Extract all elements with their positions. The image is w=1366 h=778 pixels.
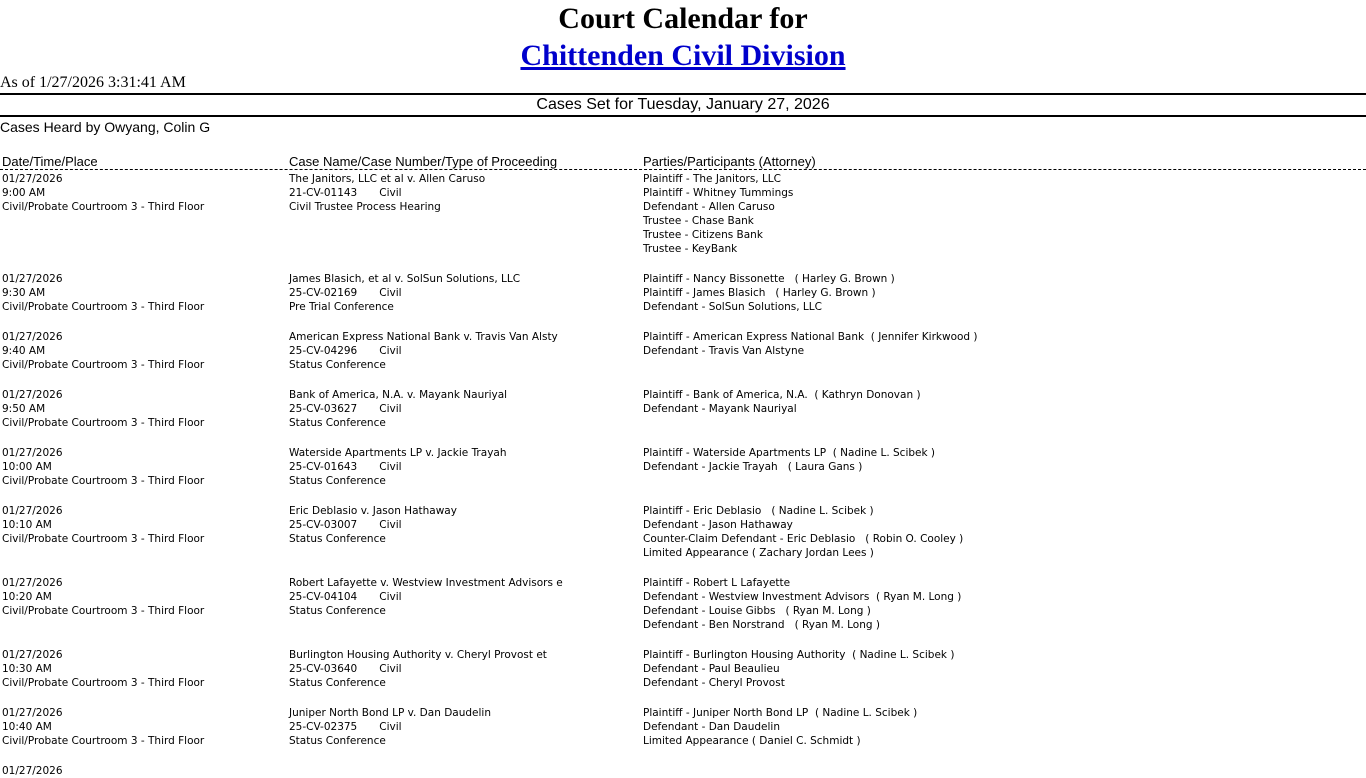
case-name: James Blasich, et al v. SolSun Solutions, LLC [289,273,521,285]
party-line: Plaintiff - American Express National Bank ( Jennifer Kirkwood ) [643,331,978,343]
case-proceeding: Status Conference [289,533,386,545]
case-number: 25-CV-04296 [289,345,358,357]
party-line: Trustee - Citizens Bank [643,229,763,241]
party-line: Limited Appearance ( Daniel C. Schmidt ) [643,735,861,747]
party-line: Defendant - SolSun Solutions, LLC [643,301,822,313]
case-name: The Janitors, LLC et al v. Allen Caruso [289,173,486,185]
case-number: 25-CV-03627 [289,403,358,415]
party-line: Defendant - Westview Investment Advisors ( Ryan M. Long ) [643,591,962,603]
cases-heard-by: Cases Heard by Owyang, Colin G [0,119,211,135]
case-date: 01/27/2026 [2,505,63,517]
case-number: 25-CV-03007 [289,519,358,531]
case-info [287,576,641,632]
column-headers [0,154,1366,170]
case-info [287,504,641,560]
case-place: Civil/Probate Courtroom 3 - Third Floor [2,735,205,747]
case-time: 10:30 AM [2,663,52,675]
party-line: Trustee - KeyBank [643,243,738,255]
party-line: Plaintiff - James Blasich ( Harley G. Brown ) [643,287,876,299]
case-proceeding: Status Conference [289,359,386,371]
case-type: Civil [379,721,402,733]
case-date-time-place [0,172,287,256]
case-type: Civil [379,345,402,357]
case-parties [641,446,1366,488]
case-name: Juniper North Bond LP v. Dan Daudelin [289,707,491,719]
case-number: 25-CV-03640 [289,663,358,675]
as-of-timestamp: As of 1/27/2026 3:31:41 AM [0,74,186,91]
case-time: 10:40 AM [2,721,52,733]
case-date-time-place [0,446,287,488]
case-number-type [289,344,641,358]
case-date-time-place [0,272,287,314]
party-line: Plaintiff - The Janitors, LLC [643,173,781,185]
case-date: 01/27/2026 [2,765,63,777]
party-line: Defendant - Paul Beaulieu [643,663,780,675]
case-number-type [289,662,641,676]
party-line: Limited Appearance ( Zachary Jordan Lees ) [643,547,874,559]
party-line: Plaintiff - Waterside Apartments LP ( Nadine L. Scibek ) [643,447,935,459]
case-date: 01/27/2026 [2,273,63,285]
case-name: Waterside Apartments LP v. Jackie Trayah [289,447,507,459]
case-number-type [289,764,641,778]
party-line: Defendant - Allen Caruso [643,201,775,213]
column-header-date-time-place: Date/Time/Place [2,154,98,169]
case-time: 9:30 AM [2,287,46,299]
party-line: Defendant - Louise Gibbs ( Ryan M. Long ) [643,605,871,617]
party-line: Defendant - Jason Hathaway [643,519,793,531]
party-line: Plaintiff - Burlington Housing Authority ( Nadine L. Scibek ) [643,649,955,661]
case-parties [641,272,1366,314]
case-parties [641,764,1366,778]
case-row [0,504,1366,560]
case-place: Civil/Probate Courtroom 3 - Third Floor [2,359,205,371]
case-info [287,764,641,778]
case-number-type [289,720,641,734]
case-info [287,648,641,690]
case-number-type [289,402,641,416]
case-place: Civil/Probate Courtroom 3 - Third Floor [2,201,205,213]
case-number: 25-CV-02375 [289,721,358,733]
case-proceeding: Pre Trial Conference [289,301,394,313]
column-header-parties: Parties/Participants (Attorney) [643,154,816,169]
case-date: 01/27/2026 [2,577,63,589]
case-type: Civil [379,519,402,531]
division-link[interactable]: Chittenden Civil Division [520,39,846,72]
case-place: Civil/Probate Courtroom 3 - Third Floor [2,301,205,313]
case-type: Civil [379,591,402,603]
division-title [0,37,1366,74]
party-line: Defendant - Travis Van Alstyne [643,345,805,357]
case-place: Civil/Probate Courtroom 3 - Third Floor [2,605,205,617]
party-line: Trustee - Chase Bank [643,215,754,227]
case-info [287,446,641,488]
case-time: 10:00 AM [2,461,52,473]
case-time: 10:10 AM [2,519,52,531]
case-row [0,648,1366,690]
case-info [287,330,641,372]
case-number-type [289,518,641,532]
party-line: Plaintiff - Bank of America, N.A. ( Kathryn Donovan ) [643,389,921,401]
case-date: 01/27/2026 [2,649,63,661]
case-parties [641,388,1366,430]
case-parties [641,504,1366,560]
case-proceeding: Civil Trustee Process Hearing [289,201,441,213]
case-proceeding: Status Conference [289,605,386,617]
case-date: 01/27/2026 [2,447,63,459]
case-parties [641,172,1366,256]
case-type: Civil [379,287,402,299]
case-date-time-place [0,764,287,778]
case-number-type [289,460,641,474]
case-row [0,706,1366,748]
case-proceeding: Status Conference [289,735,386,747]
party-line: Plaintiff - Eric Deblasio ( Nadine L. Scibek ) [643,505,874,517]
case-number: 25-CV-02169 [289,287,358,299]
party-line: Plaintiff - Nancy Bissonette ( Harley G. Brown ) [643,273,895,285]
case-place: Civil/Probate Courtroom 3 - Third Floor [2,677,205,689]
case-date-time-place [0,576,287,632]
case-row [0,330,1366,372]
case-parties [641,576,1366,632]
party-line: Defendant - Mayank Nauriyal [643,403,797,415]
case-parties [641,706,1366,748]
party-line: Plaintiff - Robert L Lafayette [643,577,791,589]
case-info [287,172,641,256]
party-line: Counter-Claim Defendant - Eric Deblasio ( Robin O. Cooley ) [643,533,964,545]
case-number: 25-CV-04104 [289,591,358,603]
case-number-type [289,186,641,200]
case-proceeding: Status Conference [289,677,386,689]
case-time: 9:50 AM [2,403,46,415]
case-number: 25-CV-01643 [289,461,358,473]
case-type: Civil [379,461,402,473]
case-place: Civil/Probate Courtroom 3 - Third Floor [2,475,205,487]
case-type: Civil [379,663,402,675]
party-line: Defendant - Ben Norstrand ( Ryan M. Long ) [643,619,880,631]
case-time: 9:40 AM [2,345,46,357]
case-parties [641,648,1366,690]
case-number-type [289,590,641,604]
case-name: Burlington Housing Authority v. Cheryl Provost et [289,649,547,661]
party-line: Plaintiff - Whitney Tummings [643,187,794,199]
case-row [0,576,1366,632]
case-time: 10:20 AM [2,591,52,603]
case-name: Eric Deblasio v. Jason Hathaway [289,505,457,517]
case-info [287,272,641,314]
case-date: 01/27/2026 [2,173,63,185]
case-number-type [289,286,641,300]
case-date: 01/27/2026 [2,707,63,719]
case-place: Civil/Probate Courtroom 3 - Third Floor [2,533,205,545]
case-name: Bank of America, N.A. v. Mayank Nauriyal [289,389,508,401]
page-header [0,0,1366,74]
case-date-time-place [0,330,287,372]
case-row [0,272,1366,314]
case-proceeding: Status Conference [289,417,386,429]
party-line: Defendant - Cheryl Provost [643,677,785,689]
case-type: Civil [379,403,402,415]
cases-set-for-heading: Cases Set for Tuesday, January 27, 2026 [0,93,1366,117]
page-title: Court Calendar for [558,2,808,35]
case-row [0,388,1366,430]
case-info [287,388,641,430]
party-line: Defendant - Dan Daudelin [643,721,780,733]
case-date-time-place [0,648,287,690]
case-date-time-place [0,504,287,560]
case-date: 01/27/2026 [2,331,63,343]
column-header-case-info: Case Name/Case Number/Type of Proceeding [289,154,558,169]
party-line: Plaintiff - Juniper North Bond LP ( Nadine L. Scibek ) [643,707,918,719]
case-date-time-place [0,388,287,430]
case-place: Civil/Probate Courtroom 3 - Third Floor [2,417,205,429]
case-parties [641,330,1366,372]
case-type: Civil [379,187,402,199]
case-name: American Express National Bank v. Travis Van Alsty [289,331,558,343]
case-list [0,172,1366,778]
case-row [0,764,1366,778]
case-number: 21-CV-01143 [289,187,358,199]
case-row [0,172,1366,256]
case-time: 9:00 AM [2,187,46,199]
party-line: Defendant - Jackie Trayah ( Laura Gans ) [643,461,863,473]
case-date-time-place [0,706,287,748]
case-proceeding: Status Conference [289,475,386,487]
case-row [0,446,1366,488]
case-date: 01/27/2026 [2,389,63,401]
case-name: Robert Lafayette v. Westview Investment Advisors e [289,577,563,589]
case-info [287,706,641,748]
